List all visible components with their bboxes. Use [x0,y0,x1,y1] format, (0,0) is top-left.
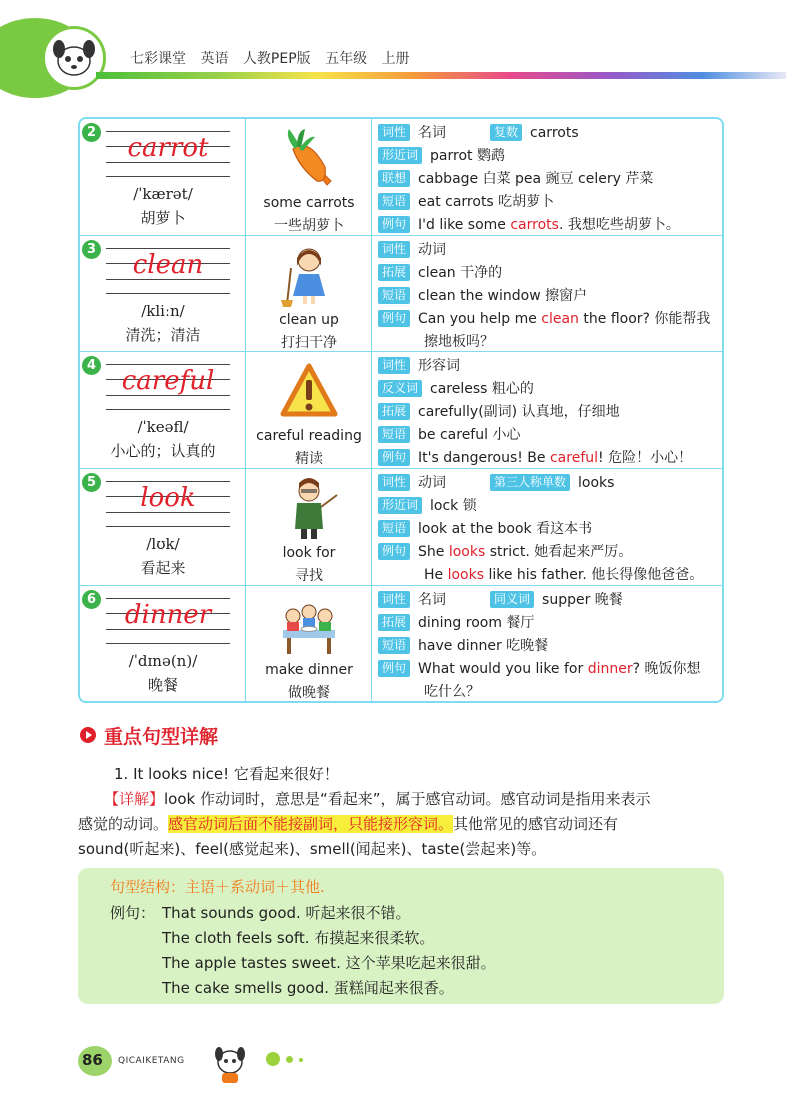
info-cell [372,236,722,351]
book-title [130,48,420,68]
line-text: It's dangerous! Be [418,450,550,466]
girl-sweeping-icon [279,244,339,308]
label-tag: 短语 [378,426,410,443]
info-line [378,123,579,143]
vocab-row [80,119,722,236]
line-text: ? 晚饭你想 [632,661,701,677]
line-text: 名词 [418,125,447,141]
line-text: parrot 鹦鹉 [430,148,505,164]
word-cell [80,119,246,235]
info-line [378,473,614,493]
info-line [378,425,520,445]
page-header [0,0,800,100]
example-sentence: The apple tastes sweet. 这个苹果吃起来很甜。 [162,954,496,972]
label-tag: 短语 [378,637,410,654]
edition: 人教PEP版 [242,51,311,67]
line-text: clean the window 擦窗户 [418,288,588,304]
line-text: cabbage 白菜 pea 豌豆 celery 芹菜 [418,171,654,187]
label-tag: 例句 [378,449,410,466]
label-tag: 短语 [378,520,410,537]
carrot-icon [279,127,339,191]
chinese-meaning: 晚餐 [147,676,178,694]
example-label: 例句： [110,904,156,922]
detail-tag: 【详解】 [104,790,165,808]
pattern-box [78,868,724,1004]
line-text: He [424,567,448,583]
phrase-chinese: 打扫干净 [281,335,337,351]
vocab-row [80,586,722,703]
family-dinner-icon [279,594,339,658]
chinese-meaning: 看起来 [140,559,186,577]
phrase-chinese: 做晚餐 [288,685,330,701]
line-text: carefully(副词) 认真地，仔细地 [418,404,620,420]
label-tag: 例句 [378,216,410,233]
line-text: 形容词 [418,358,461,374]
line-text: look at the book 看这本书 [418,521,593,537]
line-text: I'd like some [418,217,511,233]
row-number: 5 [82,473,101,492]
vocab-word: careful [121,366,215,396]
line-text: looks [578,475,615,491]
phonetic: /ˈkeəfl/ [137,418,189,436]
phrase-chinese: 精读 [295,451,323,467]
info-line [378,240,446,260]
highlight-rule: 感官动词后面不能接副词，只能接形容词。 [168,815,454,833]
line-text: ! 危险！小心！ [598,450,693,466]
detail-text-2a: 感觉的动词。 [78,815,169,833]
line-text: clean 干净的 [418,265,503,281]
vocab-row [80,236,722,352]
vocab-table [78,117,724,703]
dog-mascot-icon [42,26,106,90]
word-cell [80,236,246,351]
info-line [378,659,701,679]
label-tag: 短语 [378,193,410,210]
label-tag: 复数 [490,124,522,141]
line-text: be careful 小心 [418,427,521,443]
info-line [378,192,554,212]
example-sentence: That sounds good. 听起来很不错。 [162,904,411,922]
label-tag: 拓展 [378,614,410,631]
word-cell [80,352,246,468]
line-text: carrots [530,125,579,141]
label-tag: 第三人称单数 [490,474,570,491]
detail-text-2b: 其他常见的感官动词还有 [453,815,619,833]
sentence-item: 1. It looks nice! 它看起来很好！ [114,765,339,783]
chinese-meaning: 清洗；清洁 [125,326,201,344]
line-text: like his father. 他长得像他爸爸。 [484,567,704,583]
label-tag: 例句 [378,660,410,677]
row-number: 2 [82,123,101,142]
detail-paragraph-line-3: sound(听起来)、feel(感觉起来)、smell(闻起来)、taste(尝起来)等。 [78,840,547,858]
highlight-word: carrots [510,217,559,233]
decor-dot [299,1058,303,1062]
word-cell [80,469,246,585]
chinese-meaning: 胡萝卜 [140,209,186,227]
info-line [378,613,534,633]
warning-icon [279,360,339,424]
label-tag: 词性 [378,241,410,258]
row-number: 4 [82,356,101,375]
teacher-icon [279,477,339,541]
phonetic: /lʊk/ [146,535,180,553]
info-line [378,169,653,189]
word-cell [80,586,246,703]
pattern-structure: 句型结构：主语＋系动词＋其他. [110,878,325,896]
phrase-chinese: 寻找 [295,568,323,584]
section-title: 重点句型详解 [104,726,219,748]
info-line [378,215,680,235]
info-line [378,448,692,468]
phrase-english: make dinner [265,662,353,678]
picture-cell [246,469,372,585]
label-tag: 拓展 [378,264,410,281]
info-line [378,542,632,562]
phrase-english: clean up [279,312,339,328]
highlight-word: looks [448,544,486,560]
info-line [424,332,494,352]
info-line [378,309,710,329]
label-tag: 词性 [378,591,410,608]
info-line [378,146,505,166]
line-text: 动词 [418,242,447,258]
vocab-word: clean [132,250,204,280]
line-text: supper 晚餐 [542,592,623,608]
label-tag: 短语 [378,287,410,304]
vocab-word: carrot [127,133,209,163]
picture-cell [246,236,372,351]
info-cell [372,119,722,235]
line-text: eat carrots 吃胡萝卜 [418,194,555,210]
example-sentence: The cloth feels soft. 布摸起来很柔软。 [162,929,435,947]
line-text: careless 粗心的 [430,381,534,397]
vocab-row [80,469,722,586]
highlight-word: clean [541,311,579,327]
row-number: 3 [82,240,101,259]
detail-text-1: look 作动词时，意思是“看起来”，属于感官动词。感官动词是指用来表示 [164,790,651,808]
vocab-row [80,352,722,469]
info-line [378,496,477,516]
rainbow-divider [96,72,786,79]
line-text: Can you help me [418,311,542,327]
line-text: What would you like for [418,661,588,677]
play-bullet-icon [80,727,96,743]
line-text: 动词 [418,475,447,491]
highlight-word: careful [549,450,599,466]
label-tag: 词性 [378,124,410,141]
line-text: 擦地板吗？ [424,334,494,350]
subject: 英语 [200,51,229,67]
info-line [378,286,587,306]
example-sentence: The cake smells good. 蛋糕闻起来很香。 [162,979,454,997]
info-line [378,590,623,610]
info-line [424,682,480,702]
line-text: 名词 [418,592,447,608]
dog-mascot-footer-icon [202,1040,258,1092]
info-line [378,402,620,422]
label-tag: 反义词 [378,380,422,397]
detail-paragraph-line-1 [104,787,651,811]
line-text: dining room 餐厅 [418,615,535,631]
vocab-word: dinner [124,600,212,630]
label-tag: 例句 [378,310,410,327]
info-line [424,565,703,585]
picture-cell [246,586,372,703]
page-number: 86 [82,1051,103,1069]
grade: 五年级 [325,51,368,67]
label-tag: 拓展 [378,403,410,420]
line-text: . 我想吃些胡萝卜。 [558,217,680,233]
info-line [378,263,502,283]
phonetic: /ˈdɪnə(n)/ [128,652,198,670]
label-tag: 例句 [378,543,410,560]
info-line [378,356,460,376]
label-tag: 同义词 [490,591,534,608]
detail-paragraph-line-2 [78,812,618,836]
vocab-word: look [140,483,196,513]
chinese-meaning: 小心的；认真的 [110,442,216,460]
decor-dot [286,1056,293,1063]
series-name: 七彩课堂 [130,51,186,67]
line-text: 吃什么？ [424,684,480,700]
info-cell [372,586,722,703]
line-text: the floor? 你能帮我 [578,311,711,327]
label-tag: 形近词 [378,147,422,164]
info-cell [372,469,722,585]
picture-cell [246,352,372,468]
info-cell [372,352,722,468]
label-tag: 联想 [378,170,410,187]
phrase-english: careful reading [256,428,362,444]
footer-brand: QICAIKETANG [118,1056,185,1066]
label-tag: 词性 [378,474,410,491]
phrase-english: look for [282,545,336,561]
label-tag: 词性 [378,357,410,374]
info-line [378,519,592,539]
phrase-chinese: 一些胡萝卜 [274,218,344,234]
line-text: strict. 她看起来严厉。 [485,544,633,560]
picture-cell [246,119,372,235]
phrase-english: some carrots [263,195,355,211]
line-text: have dinner 吃晚餐 [418,638,549,654]
phonetic: /ˈkærət/ [133,185,193,203]
decor-dot [266,1052,280,1066]
info-line [378,379,534,399]
line-text: lock 锁 [430,498,477,514]
phonetic: /kliːn/ [141,302,185,320]
label-tag: 形近词 [378,497,422,514]
highlight-word: dinner [587,661,633,677]
row-number: 6 [82,590,101,609]
info-line [378,636,548,656]
line-text: She [418,544,449,560]
highlight-word: looks [447,567,485,583]
volume: 上册 [381,51,410,67]
